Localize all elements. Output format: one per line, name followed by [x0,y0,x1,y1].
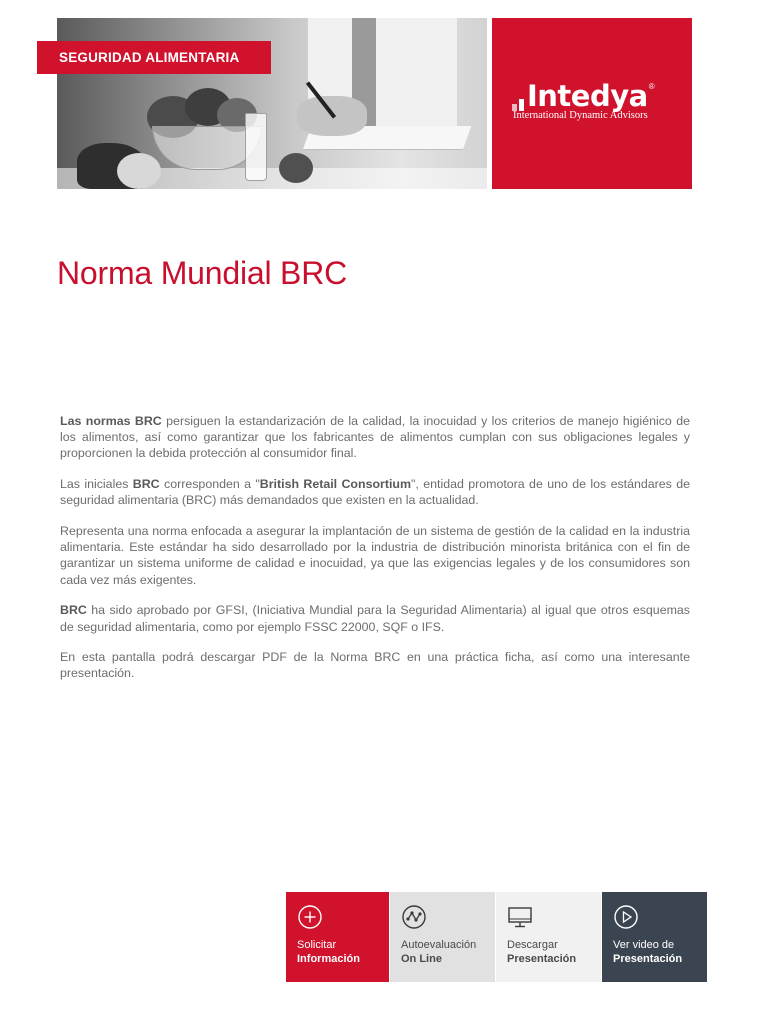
brand-logo [512,79,655,113]
tile-label: Autoevaluación [401,939,477,951]
online-self-assessment-button[interactable] [390,892,495,982]
tile-label-bold: Información [297,953,360,965]
tile-label-bold: On Line [401,953,442,965]
network-check-icon [401,904,427,930]
page-title: Norma Mundial BRC [57,255,348,291]
tile-label-bold: Presentación [613,953,683,965]
tile-label: Descargar [507,939,558,951]
request-info-button[interactable] [286,892,389,982]
tile-label-bold: Presentación [507,953,577,965]
bold-lead: Las normas BRC [60,414,162,428]
paragraph-text: ha sido aprobado por GFSI, (Iniciativa Mundial para la Seguridad Alimentaria) al igual que otros esquemas de seguridad alimentaria, como por ejemplo FSSC 22000, SQF o IFS. [60,603,690,634]
bold-british-retail-consortium: British Retail Consortium [259,477,412,492]
paragraph-2 [60,476,690,508]
watch-video-button[interactable] [602,892,707,982]
paragraph-text: ", entidad promotora de uno de los estándares de seguridad alimentaria (BRC) más demandados que existen en la actualidad. [60,477,691,508]
category-tag: SEGURIDAD ALIMENTARIA [37,41,271,74]
registered-mark: ® [648,82,655,91]
paragraph-1 [60,413,690,462]
brand-name: Intedya [527,79,648,113]
milk-glass [245,113,267,181]
vegetable [117,153,161,189]
paragraph-text: persiguen la estandarización de la calidad, la inocuidad y los criterios de manejo higiénico de los alimentos, así como garantizar que los fabricantes de alimentos cumplan con sus obligaciones legales y proporcionen la debida protección al consumidor final. [60,414,690,461]
body-text [60,413,690,696]
bold-brc: BRC [132,477,160,492]
tomato [279,153,313,183]
download-presentation-button[interactable] [496,892,601,982]
brand-box [492,18,692,189]
paragraph-text: En esta pantalla podrá descargar PDF de la Norma BRC en una práctica ficha, así como una interesante presentación. [60,650,690,681]
paragraph-4 [60,602,690,634]
paragraph-text: Las iniciales [60,477,133,492]
plus-circle-icon [297,904,323,930]
brand-tagline: International Dynamic Advisors [513,110,648,121]
play-circle-icon [613,904,639,930]
bold-lead: BRC [60,603,87,618]
tile-label: Solicitar [297,939,337,951]
paragraph-text: Representa una norma enfocada a asegurar la implantación de un sistema de gestión de la calidad en la industria alimentaria. Este estándar ha sido desarrollado por la industria de distribución minorista británica con el fin de garantizar un sistema uniforme de calidad e inocuidad, ya que las exigencias legales y de los consumidores son cada vez más exigentes. [60,524,690,587]
logo-bars-icon [512,87,524,111]
paragraph-text: corresponden a " [159,477,260,492]
paragraph-3 [60,523,690,588]
action-tiles [286,892,707,982]
monitor-icon [507,904,533,930]
tile-label: Ver video de [613,939,675,951]
paragraph-5 [60,649,690,681]
